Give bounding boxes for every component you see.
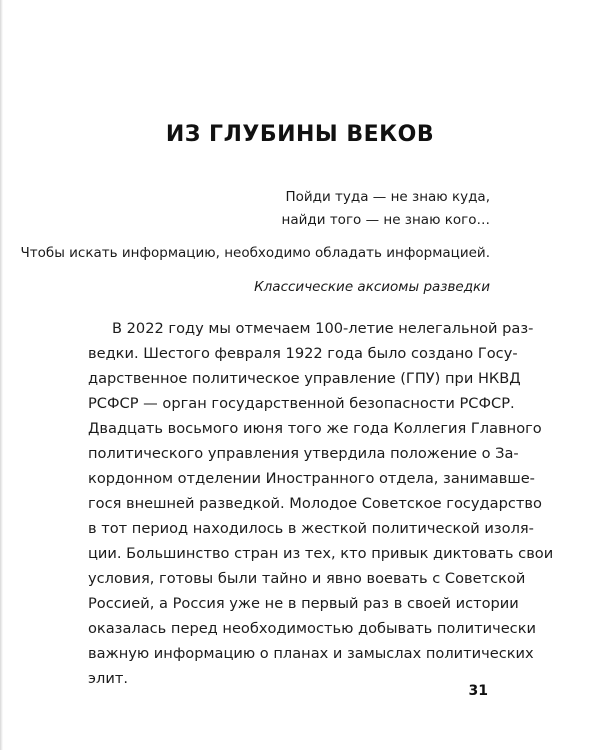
paragraph-line: Двадцать восьмого июня того же года Коллегия Главного: [88, 420, 542, 437]
paragraph-line: условия, готовы были тайно и явно воевать с Советской: [88, 570, 526, 587]
body-paragraph: [88, 316, 554, 691]
paragraph-line: В 2022 году мы отмечаем 100-летие нелегальной раз-: [112, 320, 534, 337]
paragraph-line: кордонном отделении Иностранного отдела, занимавше-: [88, 470, 535, 487]
page-number: 31: [468, 683, 488, 699]
epigraph: [20, 186, 490, 298]
epigraph-source: Классические аксиомы разведки: [254, 279, 490, 295]
paragraph-line: в тот период находилось в жесткой политической изоля-: [88, 520, 534, 537]
paragraph-line: ции. Большинство стран из тех, кто привык диктовать свои: [88, 545, 554, 562]
page-edge-shadow: [0, 0, 3, 750]
paragraph-line: элит.: [88, 670, 128, 687]
paragraph-line: дарственное политическое управление (ГПУ) при НКВД: [88, 370, 521, 387]
paragraph-line: РСФСР — орган государственной безопасности РСФСР.: [88, 395, 515, 412]
epigraph-line: Чтобы искать информацию, необходимо обладать информацией.: [20, 245, 490, 261]
epigraph-line: найди того — не знаю кого…: [281, 212, 490, 228]
paragraph-line: гося внешней разведкой. Молодое Советское государство: [88, 495, 542, 512]
chapter-title: ИЗ ГЛУБИНЫ ВЕКОВ: [165, 122, 435, 147]
paragraph-line: оказалась перед необходимостью добывать политически: [88, 620, 537, 637]
paragraph-line: ведки. Шестого февраля 1922 года было создано Госу-: [88, 345, 518, 362]
epigraph-line: Пойди туда — не знаю куда,: [285, 189, 490, 205]
paragraph-line: важную информацию о планах и замыслах политических: [88, 645, 534, 662]
paragraph-line: политического управления утвердила положение о За-: [88, 445, 519, 462]
paragraph-line: Россией, а Россия уже не в первый раз в своей истории: [88, 595, 519, 612]
